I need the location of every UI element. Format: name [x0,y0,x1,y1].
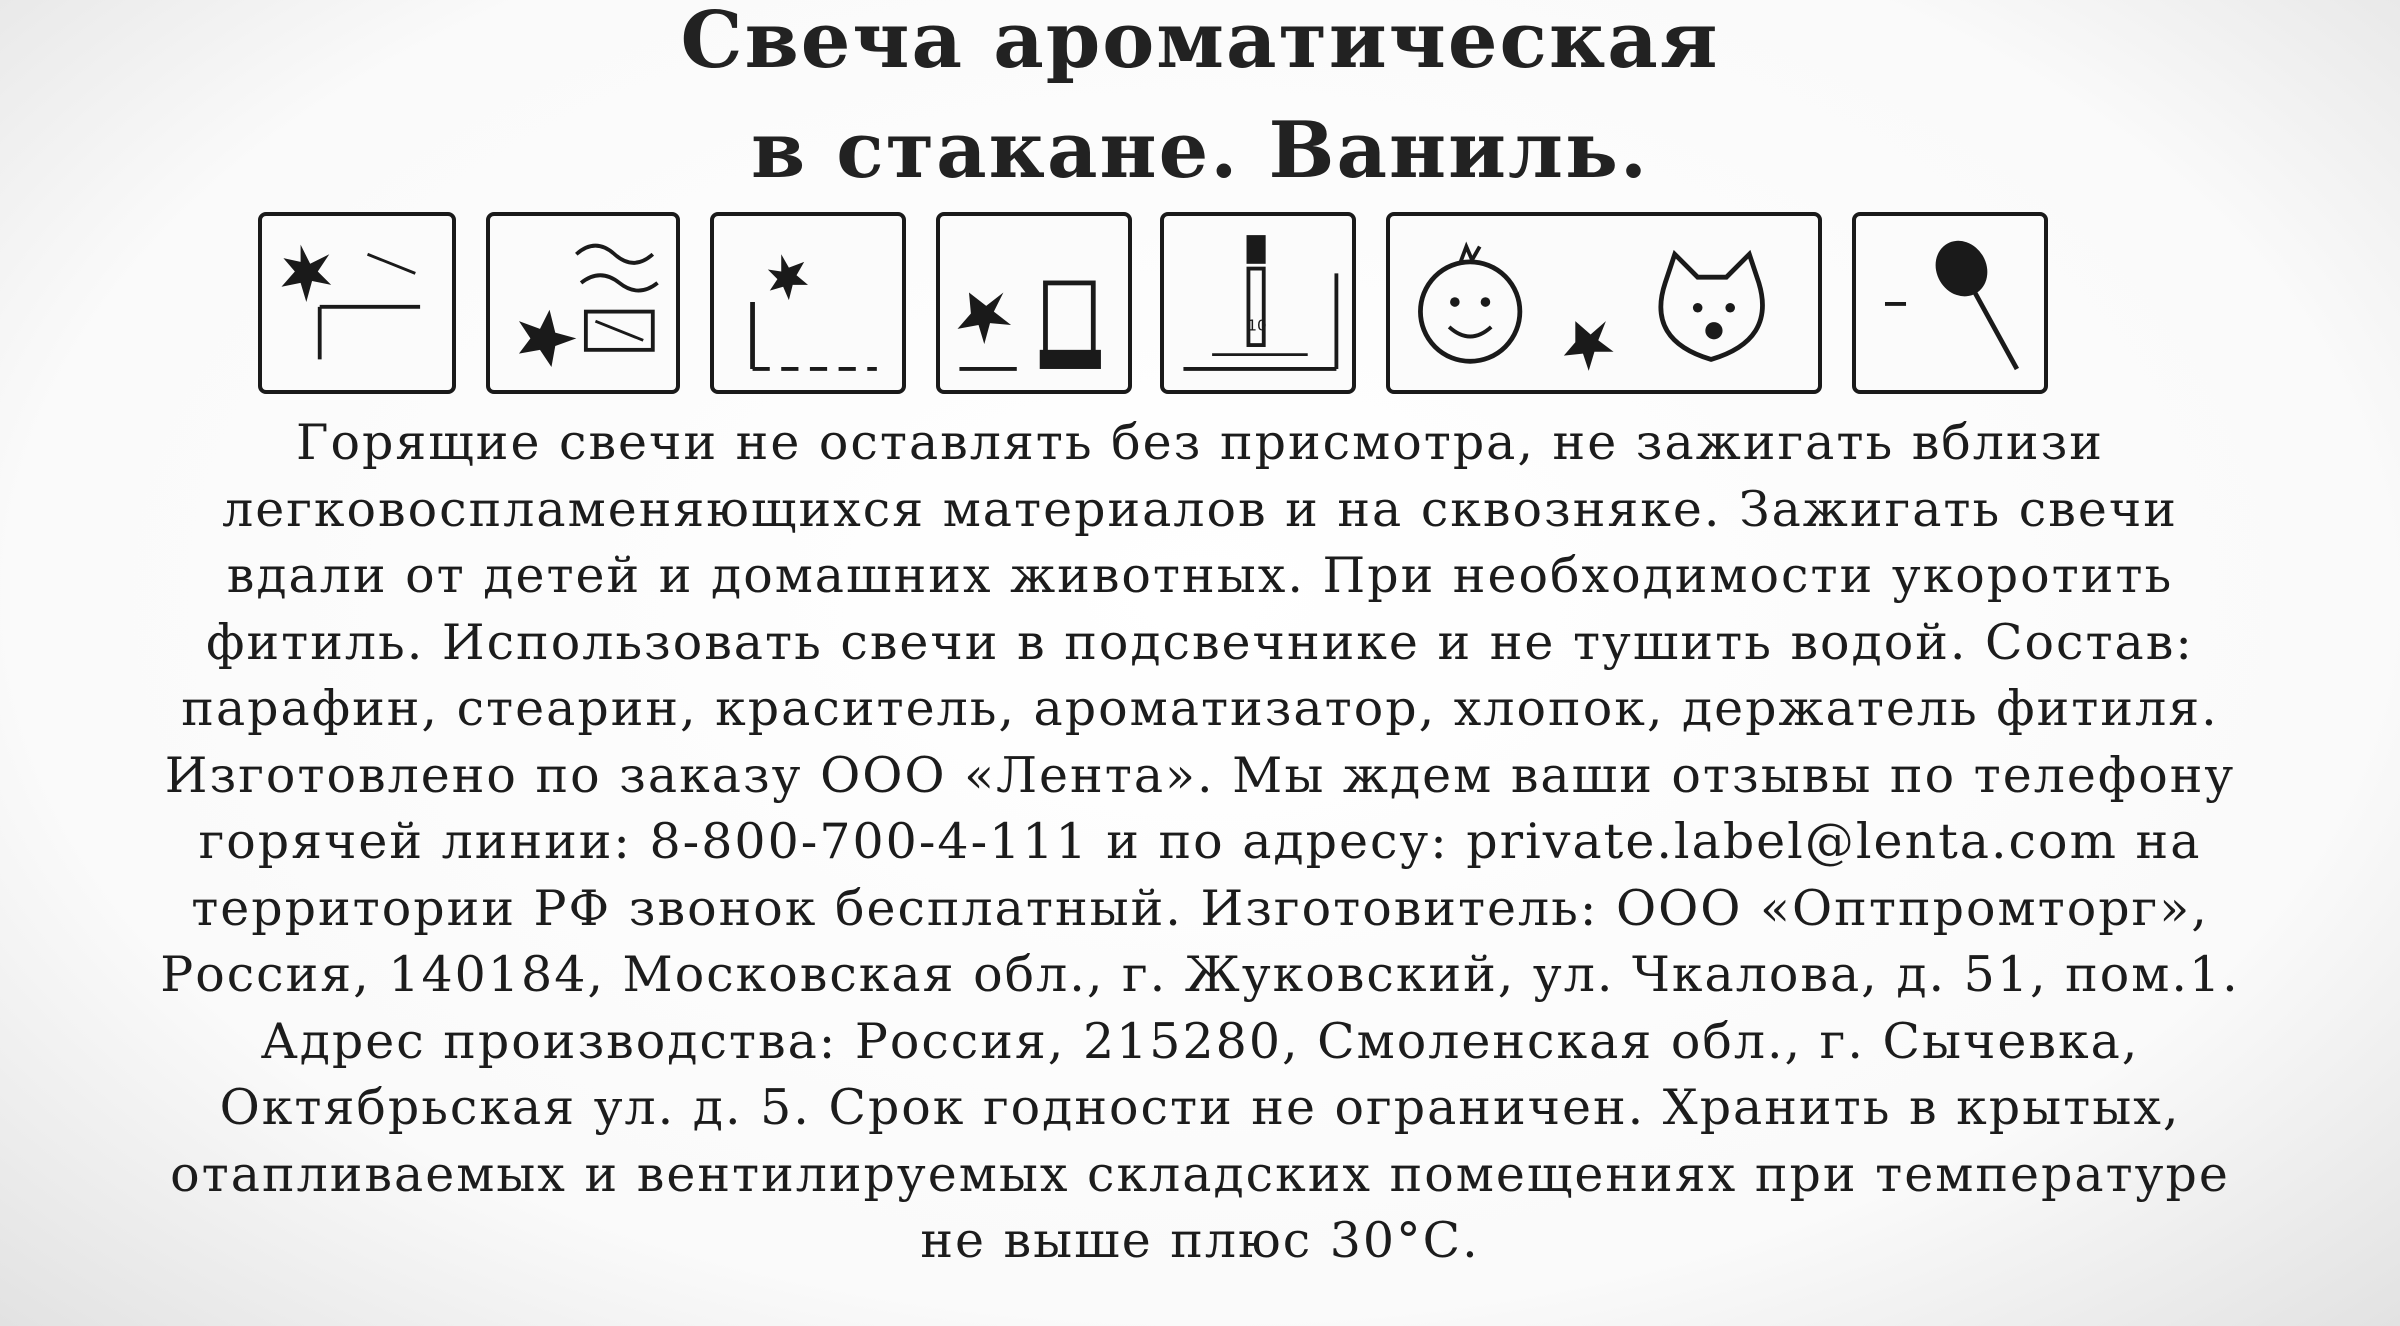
text-line: Россия, 140184, Московская обл., г. Жуковский, ул. Чкалова, д. 51, пом.1. [160,946,2240,1003]
text-line: территории РФ звонок бесплатный. Изготовитель: ООО «Оптпромторг», [191,879,2209,937]
text-line: легковоспламеняющихся материалов и на сквозняке. Зажигать свечи [222,480,2178,538]
text-line: горячей линии: 8-800-700-4-111 и по адресу: private.label@lenta.com на [198,813,2202,870]
text-line: не выше плюс 30°С. [920,1212,1480,1269]
svg-text:10: 10 [1247,316,1267,335]
text-line: отапливаемых и вентилируемых складских помещениях при температуре [170,1145,2230,1203]
text-line: Горящие свечи не оставлять без присмотра, не зажигать вблизи [296,414,2104,471]
no-water-extinguish-icon [1852,212,2048,394]
no-drafts-flammables-icon [486,212,680,394]
text-line: Октябрьская ул. д. 5. Срок годности не ограничен. Хранить в крытых, [219,1079,2181,1136]
product-title-line-2: в стакане. Ваниль. [750,105,1650,196]
text-line: фитиль. Использовать свечи в подсвечнике и не тушить водой. Состав: [206,613,2194,671]
instructions-text [20,410,2380,1275]
text-line: парафин, стеарин, краситель, ароматизатор, хлопок, держатель фитиля. [181,680,2219,737]
no-unattended-icon [258,212,456,394]
text-line: Изготовлено по заказу ООО «Лента». Мы ждем ваши отзывы по телефону [164,746,2236,804]
safety-icons-row [0,212,2400,398]
no-furniture-nearby-icon [936,212,1132,394]
safe-distance-icon [710,212,906,394]
keep-from-children-pets-icon [1386,212,1822,394]
trim-wick-icon [1160,212,1356,394]
product-title-line-1: Свеча ароматическая [680,0,1720,86]
text-line: вдали от детей и домашних животных. При необходимости укоротить [226,547,2174,604]
text-line: Адрес производства: Россия, 215280, Смоленская обл., г. Сычевка, [260,1012,2140,1070]
